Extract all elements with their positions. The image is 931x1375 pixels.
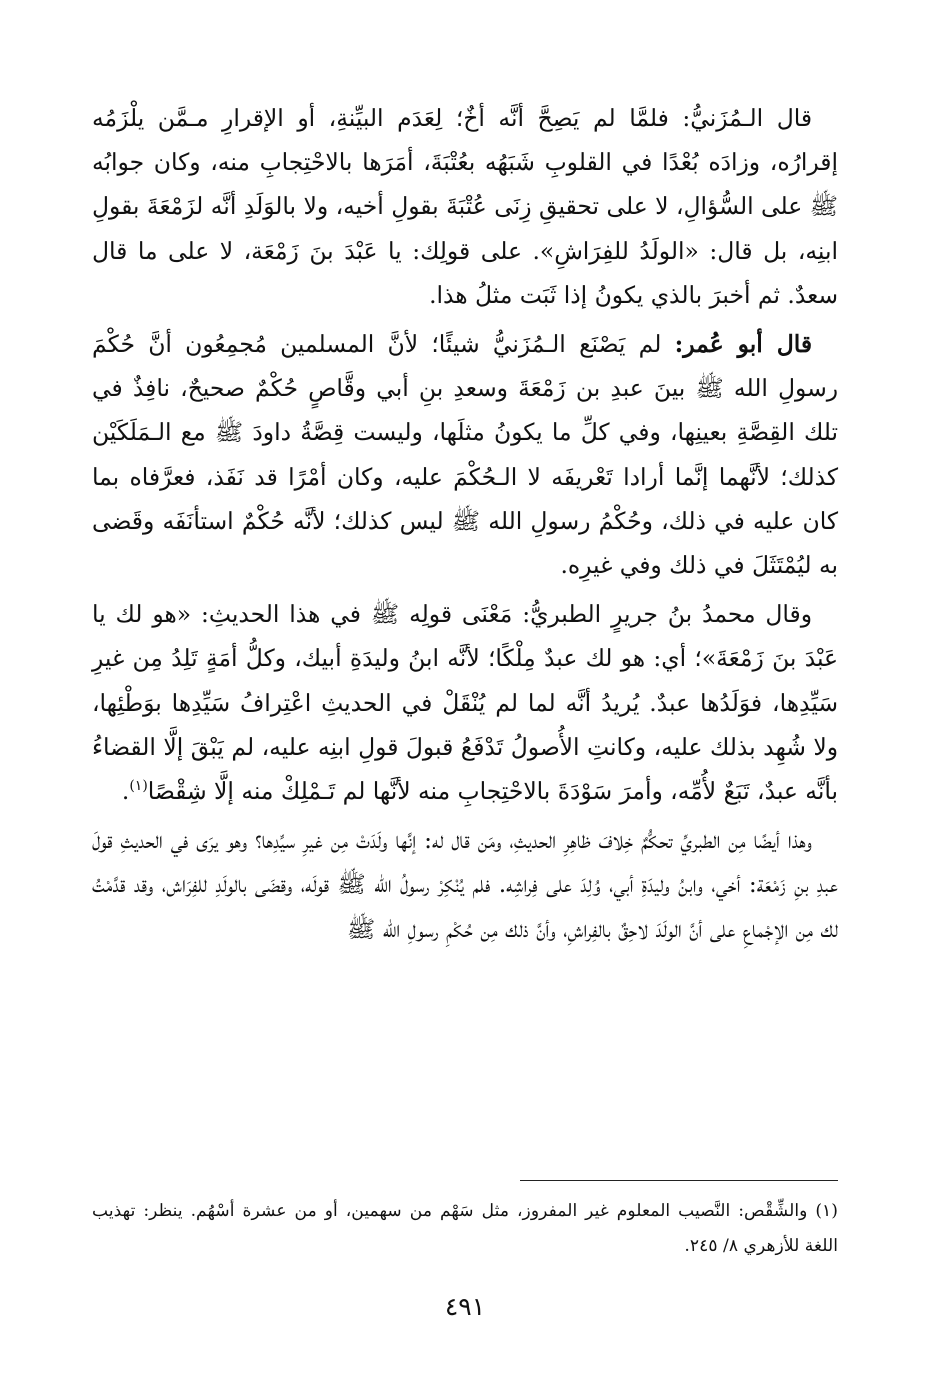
paragraph-3 (92, 592, 838, 813)
main-text (92, 96, 838, 951)
page-number: ٤٩١ (444, 1292, 486, 1321)
paragraph-1 (92, 96, 838, 317)
paragraph-4 (92, 818, 838, 951)
footnote-reference[interactable]: (١) (129, 778, 148, 795)
paragraph-2 (92, 322, 838, 587)
paragraph-3-text: وقال محمدُ بنُ جريرٍ الطبريُّ: مَعْنَى قولِه ﷺ في هذا الحديثِ: «هو لك يا عَبْدَ بنَ زَمْعَةَ»؛ أي: هو لك عبدٌ مِلْكًا؛ لأنَّه ابنُ وليدَةِ أبيك، وكلُّ أمَةٍ تَلِدُ مِن غيرِ سَيِّدِها، فوَلَدُها عبدٌ. يُريدُ أنَّه لما لم يُنْقَلْ في الحديثِ اعْتِرافُ سَيِّدِها بوَطْئِها، ولا شُهِد بذلك عليه، وكانتِ الأُصولُ تَدْفَعُ قبولَ قولِ ابنِه عليه، لم يَبْقَ إلَّا القضاءُ بأنَّه عبدٌ، تَبَعٌ لأُمِّه، وأمرَ سَوْدَةَ بالاحْتِجابِ منه لأنَّها لم تَـمْلِكْ منه إلَّا شِقْصًا (92, 600, 838, 806)
paragraph-2-text: لم يَصْنَع الـمُزَنيُّ شيئًا؛ لأنَّ المسلمين مُجمِعُون أنَّ حُكْمَ رسولِ الله ﷺ بينَ عبدِ بن زَمْعَةَ وسعدِ بنِ أبي وقَّاصٍ حُكْمٌ صحيحٌ، نافِذٌ في تلك القِصَّةِ بعينِها، وفي كلِّ ما يكونُ مثلَها، وليست قِصَّةُ داودَ ﷺ مع الـمَلَكَيْن كذلك؛ لأنَّهما إنَّما أرادا تَعْريفَه لا الـحُكْمَ عليه، وكان أمْرًا قد نَفَذ، فعرَّفاه بما كان عليه في ذلك، وحُكْمُ رسولِ الله ﷺ ليس كذلك؛ لأنَّه حُكْمٌ استأنَفَه وقَضى به ليُمْتَثَلَ في ذلك وفي غيرِه. (92, 330, 838, 580)
paragraph-3-tail: . (121, 777, 130, 806)
footnote: (١) والشِّقْص: النَّصيب المعلوم غير المفروز، مثل سَهْم من سهمين، أو من عشرة أسْهُم. ينظر: تهذيب اللغة للأزهري ٨/ ٢٤٥. (92, 1201, 838, 1256)
page (92, 96, 838, 1346)
paragraph-4-text: وهذا أيضًا مِن الطبريِّ تحكُّمٌ خِلافَ ظاهِرِ الحديثِ، ومَن قال له: إنَّها ولَدَتْ مِن غيرِ سيِّدِها؟ وهو يرَى في الحديثِ قولَ عبدِ بنِ زَمْعَة: أخي، وابنُ وليدَةِ أبي، وُلِدَ على فِراشِه. فلم يُنْكِرْ رسولُ الله ﷺ قولَه، وقضَى بالولَدِ للفِرَاش، وقد قدَّمْتُ لك مِن الإجْماعِ على أنَّ الولَدَ لاحِقٌ بالفِراشِ، وأنَّ ذلك مِن حُكْمِ رسولِ الله ﷺ (92, 826, 838, 943)
paragraph-2-lead: قال أبو عُمر: (674, 330, 813, 359)
footnote-divider (520, 1180, 838, 1181)
paragraph-1-text: قال الـمُزَنيُّ: فلمَّا لم يَصِحَّ أنَّه أخٌ؛ لِعَدَم البيِّنةِ، أو الإقرارِ مـمَّن يلْزَمُه إقرارُه، وزادَه بُعْدًا في القلوبِ شَبَهُه بعُتْبَةَ، أمَرَها بالاحْتِجابِ منه، وكان جوابُه ﷺ على السُّؤالِ، لا على تحقيقِ زِنَى عُتْبَةَ بقولِ أخيه، ولا بالوَلَدِ أنَّه لزَمْعَةَ بقولِ ابنِه، بل قال: «الولَدُ للفِرَاشِ». على قولِك: يا عَبْدَ بنَ زَمْعَة، لا على ما قال سعدٌ. ثم أخبرَ بالذي يكونُ إذا ثَبَت مثلُ هذا. (92, 104, 838, 309)
